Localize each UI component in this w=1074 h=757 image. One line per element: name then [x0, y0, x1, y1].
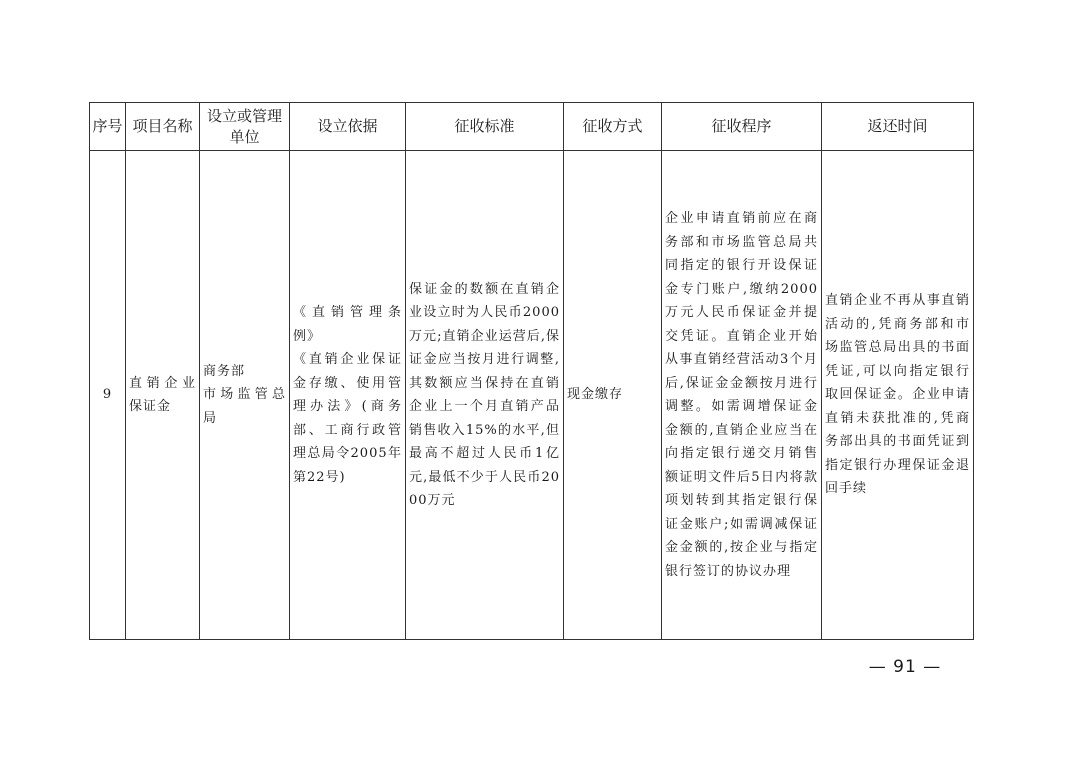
header-seq: 序号 [90, 103, 126, 151]
cell-refund [822, 151, 974, 640]
cell-procedure [662, 151, 822, 640]
header-standard: 征收标准 [406, 103, 564, 151]
cell-standard-text: 保证金的数额在直销企业设立时为人民币2000万元;直销企业运营后,保证金应当按月进行调整,其数额应当保持在直销企业上一个月直销产品销售收入15%的水平,但最高不超过人民币1亿元,最低不少于人民币2000万元 [409, 281, 560, 508]
cell-method [564, 151, 662, 640]
cell-seq: 9 [90, 151, 126, 640]
cell-procedure-text: 企业申请直销前应在商务部和市场监管总局共同指定的银行开设保证金专门账户,缴纳2000万元人民币保证金并提交凭证。直销企业开始从事直销经营活动3个月后,保证金金额按月进行调整。如需调增保证金金额的,直销企业应当在向指定银行递交月销售额证明文件后5日内将款项划转到其指定银行保证金账户;如需调减保证金金额的,按企业与指定银行签订的协议办理 [665, 211, 818, 579]
cell-unit-text: 商务部 市场监管总局 [203, 363, 286, 426]
cell-name-text: 直销企业保证金 [129, 375, 196, 414]
cell-name [126, 151, 200, 640]
cell-basis-text: 《直销管理条例》 《直销企业保证金存缴、使用管理办法》(商务部、工商行政管理总局令2005年第22号) [293, 305, 402, 485]
fee-table [89, 102, 974, 640]
table-row [90, 151, 974, 640]
table-header-row [90, 103, 974, 151]
cell-standard [406, 151, 564, 640]
header-basis: 设立依据 [290, 103, 406, 151]
header-refund: 返还时间 [822, 103, 974, 151]
header-name: 项目名称 [126, 103, 200, 151]
header-procedure: 征收程序 [662, 103, 822, 151]
cell-refund-text: 直销企业不再从事直销活动的,凭商务部和市场监管总局出具的书面凭证,可以向指定银行取回保证金。企业申请直销未获批准的,凭商务部出具的书面凭证到指定银行办理保证金退回手续 [825, 293, 970, 497]
cell-basis [290, 151, 406, 640]
header-method: 征收方式 [564, 103, 662, 151]
cell-method-text: 现金缴存 [567, 387, 624, 403]
page-number: — 91 — [868, 657, 942, 677]
header-unit: 设立或管理单位 [200, 103, 290, 151]
cell-unit [200, 151, 290, 640]
